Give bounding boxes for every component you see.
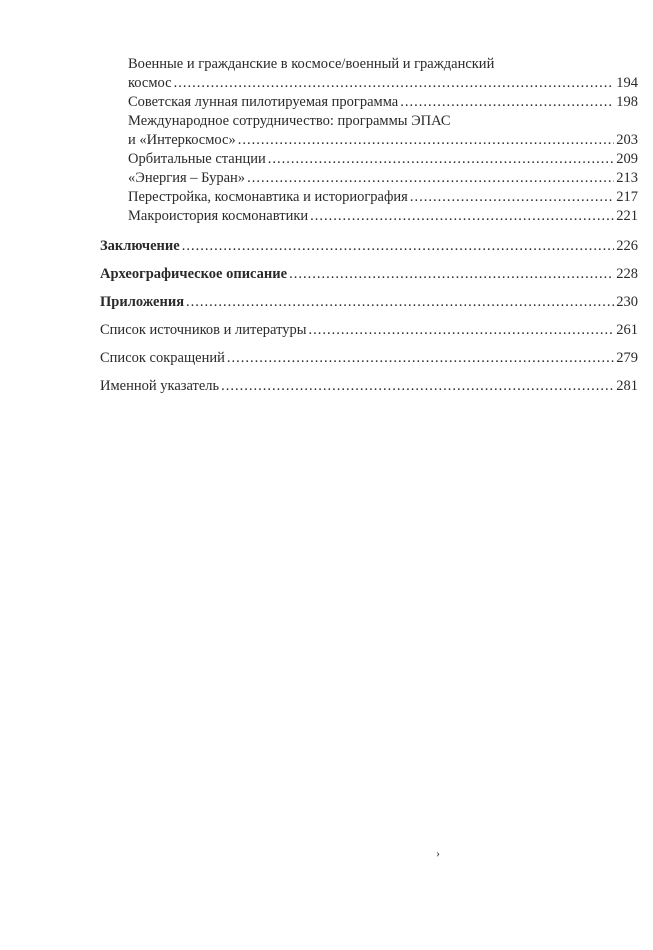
toc-entry-label: и «Интеркосмос» <box>128 132 236 148</box>
toc-entry-conclusion[interactable] <box>100 236 638 256</box>
dot-leader <box>400 93 614 112</box>
toc-entry-label: Заключение <box>100 238 180 254</box>
toc-page-number: 281 <box>616 378 638 394</box>
dot-leader <box>227 348 614 368</box>
toc-entry[interactable] <box>100 169 638 188</box>
dot-leader <box>308 320 614 340</box>
toc-entry-label: Орбитальные станции <box>128 151 266 167</box>
toc-entry-line: Военные и гражданские в космосе/военный и гражданский <box>128 56 495 72</box>
dot-leader <box>410 188 614 207</box>
toc-page-number: 221 <box>616 208 638 224</box>
dot-leader <box>238 131 615 150</box>
toc-entry[interactable] <box>100 188 638 207</box>
toc-entry-label: Перестройка, космонавтика и историография <box>128 189 408 205</box>
toc-page-number: 203 <box>616 132 638 148</box>
toc-entry-abbreviations[interactable] <box>100 348 638 368</box>
toc-page-number: 198 <box>616 94 638 110</box>
toc-entry-label: Макроистория космонавтики <box>128 208 309 224</box>
toc-entry[interactable] <box>100 93 638 112</box>
dot-leader <box>310 207 614 226</box>
toc-entry[interactable] <box>100 131 638 150</box>
page-footer-mark: › <box>436 846 440 860</box>
toc-page-number: 261 <box>616 322 638 338</box>
toc-page-number: 226 <box>616 238 638 254</box>
dot-leader <box>268 150 614 169</box>
dot-leader <box>289 264 614 284</box>
toc-entry[interactable] <box>100 150 638 169</box>
toc-entry[interactable] <box>100 74 638 93</box>
toc-entry-label: Список источников и литературы <box>100 322 307 338</box>
dot-leader <box>186 292 614 312</box>
toc-entry-sources[interactable] <box>100 320 638 340</box>
dot-leader <box>221 376 614 396</box>
toc-entry-label: «Энергия – Буран» <box>128 170 246 186</box>
toc-page-number: 279 <box>616 350 638 366</box>
toc-entry-label: космос <box>128 75 172 91</box>
toc-page-number: 230 <box>616 294 638 310</box>
toc-page-number: 213 <box>616 170 638 186</box>
toc-entry-name-index[interactable] <box>100 376 638 396</box>
toc-page-number: 228 <box>616 266 638 282</box>
toc-entry-archeographic[interactable] <box>100 264 638 284</box>
table-of-contents <box>100 55 638 396</box>
toc-entry-label: Археографическое описание <box>100 266 288 282</box>
toc-page-number: 209 <box>616 151 638 167</box>
toc-entry-line: Международное сотрудничество: программы ЭПАС <box>128 113 451 129</box>
toc-entry[interactable] <box>100 207 638 226</box>
toc-entry-label: Советская лунная пилотируемая программа <box>128 94 399 110</box>
toc-page-number: 194 <box>616 75 638 91</box>
dot-leader <box>182 236 615 256</box>
dot-leader <box>174 74 615 93</box>
toc-entry-appendices[interactable] <box>100 292 638 312</box>
toc-page-number: 217 <box>616 189 638 205</box>
toc-entry-label: Список сокращений <box>100 350 225 366</box>
dot-leader <box>247 169 614 188</box>
toc-entry-label: Приложения <box>100 294 185 310</box>
toc-entry-label: Именной указатель <box>100 378 220 394</box>
